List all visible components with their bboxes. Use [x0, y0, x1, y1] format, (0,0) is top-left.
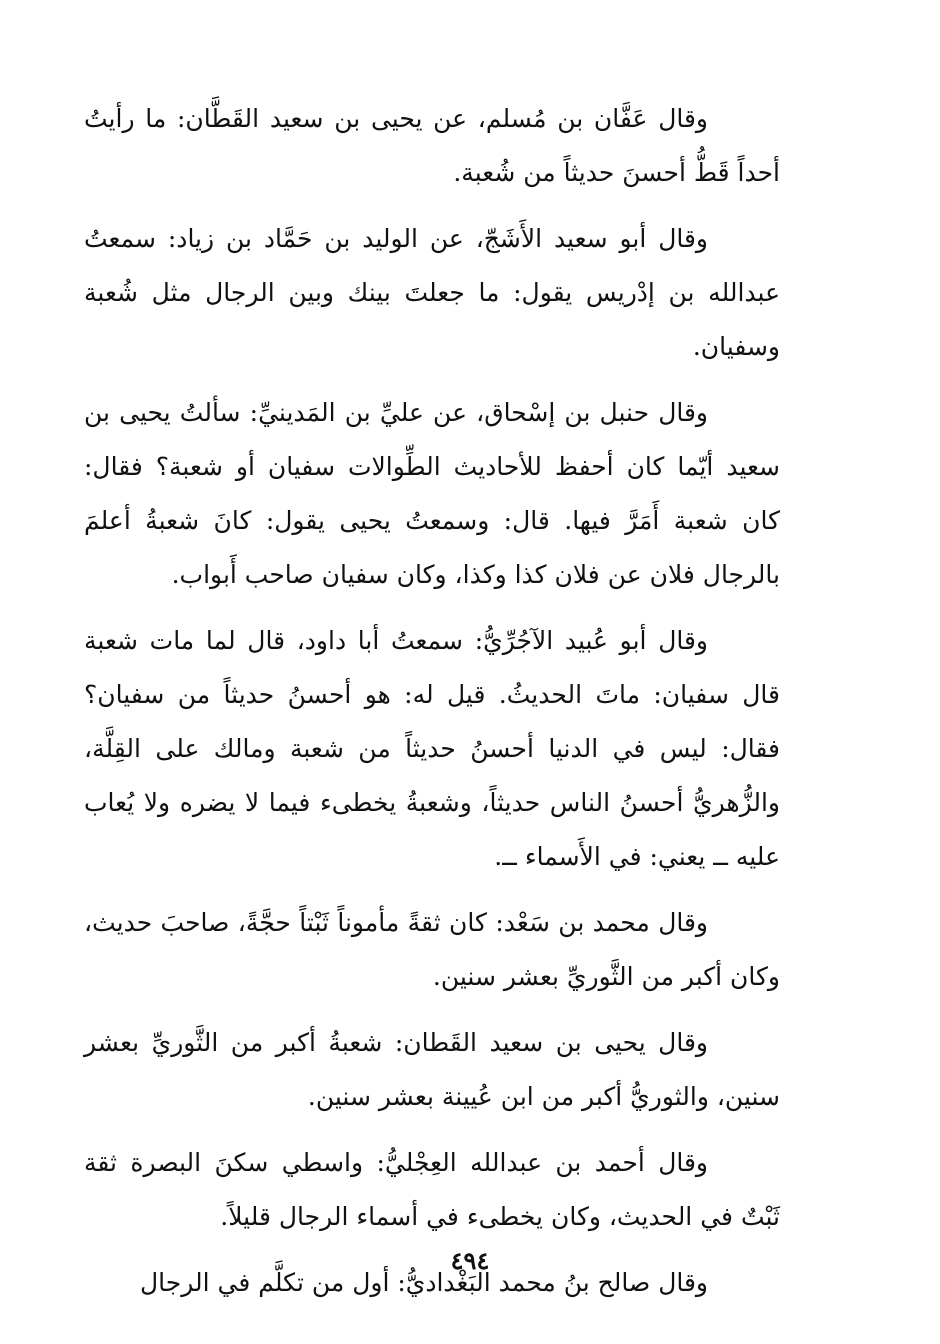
paragraph-8: وقال صالح بنُ محمد البَغْداديُّ: أول من تكلَّم في الرجال	[139, 1268, 708, 1297]
paragraph-6: وقال يحيى بن سعيد القَطان: شعبةُ أكبر من الثَّوريِّ بعشر سنين، والثوريُّ أكبر من ابن عُيينة بعشر سنين.	[84, 1028, 780, 1111]
paragraph-1: وقال عَفَّان بن مُسلم، عن يحيى بن سعيد القَطَّان: ما رأيتُ أحداً قَطُّ أحسنَ حديثاً من شُعبة.	[84, 104, 780, 187]
paragraph-5: وقال محمد بن سَعْد: كان ثقةً مأموناً ثَبْتاً حجَّةً، صاحبَ حديث، وكان أكبر من الثَّوريِّ بعشر سنين.	[84, 908, 780, 991]
page-number: ٤٩٤	[450, 1246, 490, 1275]
paragraph-2: وقال أبو سعيد الأَشَجّ، عن الوليد بن حَمَّاد بن زياد: سمعتُ عبدالله بن إدْريس يقول: ما جعلتَ بينك وبين الرجال مثل شُعبة وسفيان.	[84, 224, 780, 361]
body-text	[84, 92, 780, 1322]
paragraph-3: وقال حنبل بن إسْحاق، عن عليِّ بن المَدينيِّ: سألتُ يحيى بن سعيد أيّما كان أحفظ للأحاديث الطِّوالات سفيان أو شعبة؟ فقال: كان شعبة أَمَرَّ فيها. قال: وسمعتُ يحيى يقول: كانَ شعبةُ أعلمَ بالرجال فلان عن فلان كذا وكذا، وكان سفيان صاحب أَبواب.	[84, 398, 780, 589]
paragraph-4: وقال أبو عُبيد الآجُرِّيُّ: سمعتُ أبا داود، قال لما مات شعبة قال سفيان: ماتَ الحديثُ. قيل له: هو أحسنُ حديثاً من سفيان؟ فقال: ليس في الدنيا أحسنُ حديثاً من شعبة ومالك على القِلَّة، والزُّهريُّ أحسنُ الناس حديثاً، وشعبةُ يخطىء فيما لا يضره ولا يُعاب عليه ــ يعني: في الأَسماء ــ.	[84, 626, 780, 871]
paragraph-7: وقال أحمد بن عبدالله العِجْليُّ: واسطي سكنَ البصرة ثقة ثَبْتٌ في الحديث، وكان يخطىء في أسماء الرجال قليلاً.	[84, 1148, 780, 1231]
